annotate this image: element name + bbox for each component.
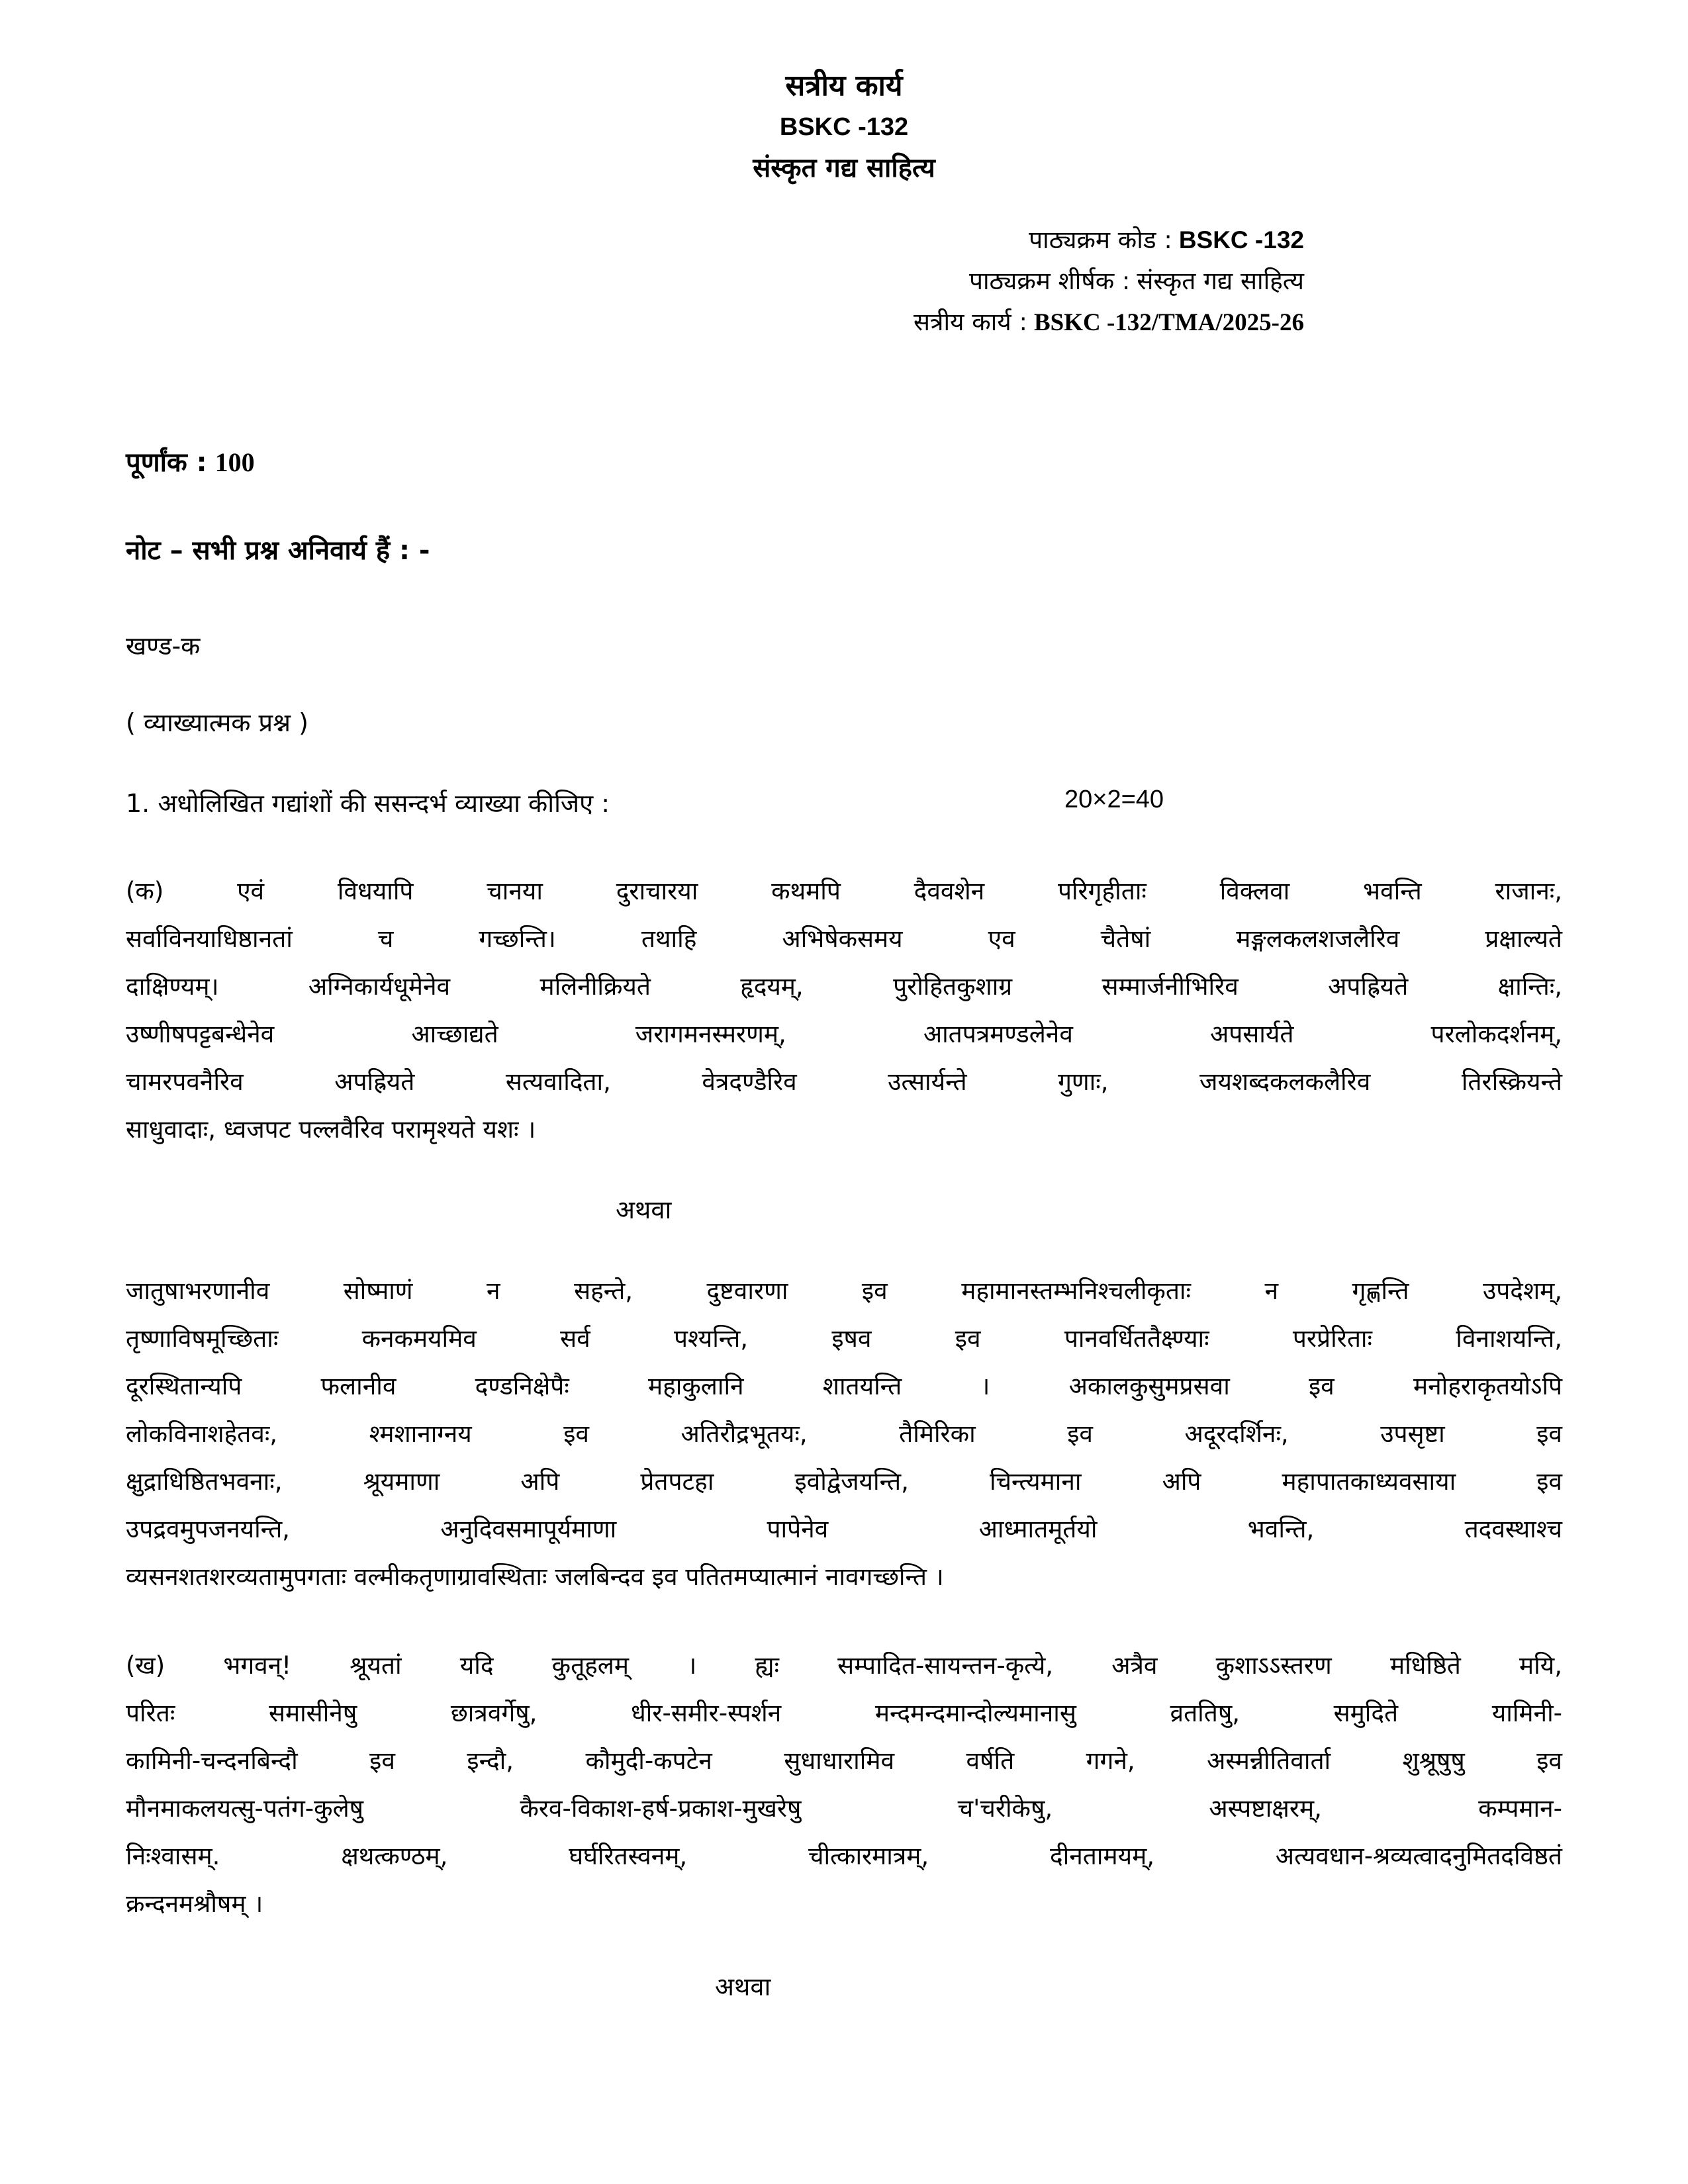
passage-ka bbox=[126, 868, 1562, 1154]
passage-ka-alt-line: जातुषाभरणानीव सोष्माणं न सहन्ते, दुष्टवारणा इव महामानस्तम्भनिश्चलीकृताः न गृह्णन्ति उपदेशम्, bbox=[126, 1277, 1562, 1305]
passage-ka-line: साधुवादाः, ध्वजपट पल्लवैरिव परामृश्यते यशः । bbox=[126, 1115, 536, 1144]
course-code-heading: BSKC -132 bbox=[779, 113, 909, 141]
meta-assignment-value: BSKC -132/TMA/2025-26 bbox=[1033, 309, 1304, 336]
passage-ka-line: (क) एवं विधयापि चानया दुराचारया कथमपि दैववशेन परिगृहीताः विक्लवा भवन्ति राजानः, bbox=[126, 877, 1562, 905]
passage-ka-line: उष्णीषपट्टबन्धेनेव आच्छाद्यते जरागमनस्मरणम्, आतपत्रमण्डलेनेव अपसार्यते परलोकदर्शनम्, bbox=[126, 1020, 1562, 1048]
meta-assignment-label: सत्रीय कार्य : bbox=[914, 308, 1027, 336]
meta-course-code bbox=[126, 220, 1304, 261]
meta-course-title-label: पाठ्यक्रम शीर्षक : bbox=[968, 267, 1131, 295]
meta-assignment-code bbox=[126, 302, 1304, 343]
note-line: नोट – सभी प्रश्न अनिवार्य हैं : - bbox=[126, 535, 430, 566]
assignment-meta-block bbox=[126, 220, 1304, 343]
passage-kha-line: मौनमाकलयत्सु-पतंग-कुलेषु कैरव-विकाश-हर्ष-प्रकाश-मुखरेषु च'चरीकेषु, अस्पष्टाक्षरम्, कम्पमान- bbox=[126, 1794, 1562, 1823]
or-divider-1: अथवा bbox=[616, 1195, 672, 1224]
passage-kha-line: क्रन्दनमश्रौषम् । bbox=[126, 1889, 263, 1918]
passage-ka-alternative bbox=[126, 1267, 1562, 1601]
or-divider-2: अथवा bbox=[715, 1972, 771, 2001]
meta-course-title-value: संस्कृत गद्य साहित्य bbox=[1137, 267, 1304, 295]
passage-kha-line: परितः समासीनेषु छात्रवर्गेषु, धीर-समीर-स्पर्शन मन्दमन्दमान्दोल्यमानासु व्रततिषु, समुदिते यामिनी- bbox=[126, 1699, 1562, 1727]
page-title: सत्रीय कार्य bbox=[785, 69, 903, 103]
passage-ka-line: चामरपवनैरिव अपह्रियते सत्यवादिता, वेत्रदण्डैरिव उत्सार्यन्ते गुणाः, जयशब्दकलकलैरिव तिरस्क्रियन्ते bbox=[126, 1068, 1562, 1096]
passage-ka-alt-line: उपद्रवमुपजनयन्ति, अनुदिवसमापूर्यमाणा पापेनेव आध्मातमूर्तयो भवन्ति, तदवस्थाश्च bbox=[126, 1515, 1562, 1543]
passage-kha-line: निःश्वासम्. क्षथत्कण्ठम्, घर्घरितस्वनम्, चीत्कारमात्रम्, दीनतामयम्, अत्यवधान-श्रव्यत्वादनुमितदविष्ठतं bbox=[126, 1842, 1562, 1870]
section-heading: खण्ड-क bbox=[126, 631, 201, 660]
meta-course-title bbox=[126, 261, 1304, 302]
meta-course-code-value: BSKC -132 bbox=[1178, 226, 1304, 253]
passage-ka-alt-line: क्षुद्राधिष्ठितभवनाः, श्रूयमाणा अपि प्रेतपटहा इवोद्वेजयन्ति, चिन्त्यमाना अपि महापातकाध्यवसाया इव bbox=[126, 1467, 1562, 1496]
passage-ka-alt-line: लोकविनाशहेतवः, श्मशानाग्नय इव अतिरौद्रभूतयः, तैमिरिका इव अदूरदर्शिनः, उपसृष्टा इव bbox=[126, 1420, 1562, 1448]
passage-kha bbox=[126, 1642, 1562, 1928]
question-1-marks: 20×2=40 bbox=[1064, 786, 1164, 813]
passage-ka-alt-line: तृष्णाविषमूच्छिताः कनकमयमिव सर्व पश्यन्ति, इषव इव पानवर्धिततैक्ष्ण्याः परप्रेरिताः विनाशयन्ति, bbox=[126, 1324, 1562, 1353]
passage-ka-alt-line: व्यसनशतशरव्यतामुपगताः वल्मीकतृणाग्रावस्थिताः जलबिन्दव इव पतितमप्यात्मानं नावगच्छन्ति । bbox=[126, 1563, 944, 1591]
total-marks-line bbox=[126, 443, 1562, 479]
question-1-line bbox=[126, 786, 1562, 820]
total-marks-value: 100 bbox=[214, 447, 255, 477]
document-header bbox=[0, 0, 1688, 188]
meta-course-code-label: पाठ्यक्रम कोड : bbox=[1029, 226, 1172, 254]
document-body bbox=[0, 220, 1688, 2003]
passage-kha-line: कामिनी-चन्दनबिन्दौ इव इन्दौ, कौमुदी-कपटेन सुधाधारामिव वर्षति गगने, अस्मन्नीतिवार्ता शुश्रूषुषु इव bbox=[126, 1747, 1562, 1775]
passage-ka-line: दाक्षिण्यम्। अग्निकार्यधूमेनेव मलिनीक्रियते हृदयम्, पुरोहितकुशाग्र सम्मार्जनीभिरिव अपह्रियते क्षान्तिः, bbox=[126, 972, 1562, 1001]
passage-ka-line: सर्वाविनयाधिष्ठानतां च गच्छन्ति। तथाहि अभिषेकसमय एव चैतेषां मङ्गलकलशजलैरिव प्रक्षाल्यते bbox=[126, 925, 1562, 953]
course-title-heading: संस्कृत गद्य साहित्य bbox=[753, 153, 935, 183]
total-marks-label: पूर्णांक : bbox=[126, 447, 207, 478]
question-1-text: 1. अधोलिखित गद्यांशों की ससन्दर्भ व्याख्या कीजिए : bbox=[126, 789, 610, 818]
passage-kha-line: (ख) भगवन्! श्रूयतां यदि कुतूहलम् । ह्यः सम्पादित-सायन्तन-कृत्ये, अत्रैव कुशाऽऽस्तरण मधिष्ठिते मयि, bbox=[126, 1651, 1562, 1680]
passage-ka-alt-line: दूरस्थितान्यपि फलानीव दण्डनिक्षेपैः महाकुलानि शातयन्ति । अकालकुसुमप्रसवा इव मनोहराकृतयोऽपि bbox=[126, 1372, 1562, 1400]
section-subheading: ( व्याख्यात्मक प्रश्न ) bbox=[126, 708, 308, 737]
